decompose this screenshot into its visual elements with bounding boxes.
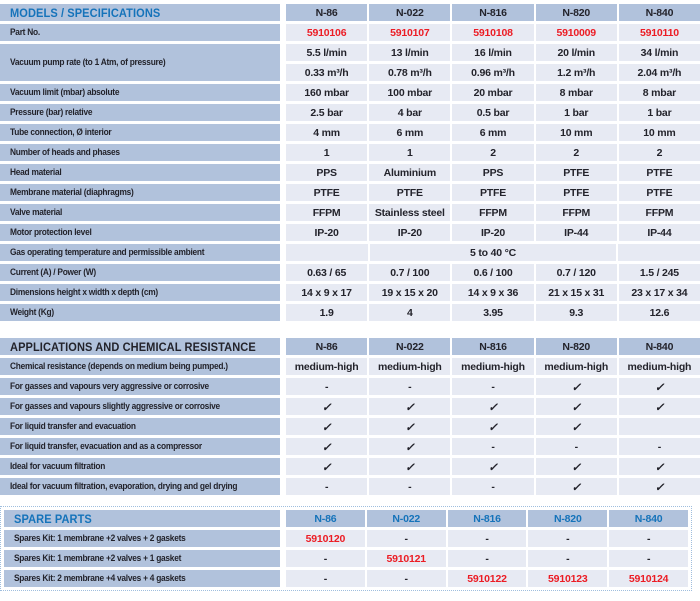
row-label bbox=[0, 358, 280, 375]
table-row bbox=[4, 530, 688, 547]
value-cell: 5910110 bbox=[619, 24, 700, 41]
table-row bbox=[0, 24, 700, 41]
value-cell: 8 mbar bbox=[536, 84, 617, 101]
row-label-text: Ideal for vacuum filtration, evaporation, drying and gel drying bbox=[10, 481, 238, 492]
value-cell: - bbox=[528, 550, 607, 567]
value-cell: medium-high bbox=[452, 358, 533, 375]
row-label bbox=[0, 438, 280, 455]
table-row bbox=[0, 398, 700, 415]
row-label-text: Vacuum pump rate (to 1 Atm, of pressure) bbox=[10, 57, 166, 68]
value-cell: IP-20 bbox=[369, 224, 450, 241]
value-cell: - bbox=[286, 550, 365, 567]
cells-row bbox=[286, 418, 700, 435]
value-cell: 0.5 bar bbox=[452, 104, 533, 121]
column-header-model: N-820 bbox=[536, 338, 617, 355]
row-label-text: Vacuum limit (mbar) absolute bbox=[10, 87, 120, 98]
section-models-specifications bbox=[0, 4, 700, 321]
cells-row bbox=[286, 144, 700, 161]
section-title-text: APPLICATIONS AND CHEMICAL RESISTANCE bbox=[10, 339, 256, 354]
value-cell: - bbox=[369, 378, 450, 395]
table-row bbox=[0, 304, 700, 321]
value-cell: 160 mbar bbox=[286, 84, 367, 101]
row-label-text: Spares Kit: 1 membrane +2 valves + 1 gasket bbox=[14, 553, 182, 564]
table-row bbox=[0, 418, 700, 435]
cells-row bbox=[286, 438, 700, 455]
cells-row bbox=[286, 164, 700, 181]
value-cell: 2 bbox=[536, 144, 617, 161]
value-cell: 9.3 bbox=[536, 304, 617, 321]
row-label-text: Chemical resistance (depends on medium being pumped.) bbox=[10, 361, 228, 372]
row-label-text: Head material bbox=[10, 167, 62, 178]
value-cell: - bbox=[367, 530, 446, 547]
value-cell: 4 bar bbox=[369, 104, 450, 121]
value-cell: 2 bbox=[619, 144, 700, 161]
value-cell: 6 mm bbox=[369, 124, 450, 141]
column-header-model: N-840 bbox=[619, 4, 700, 21]
table-row bbox=[0, 378, 700, 395]
header-cells bbox=[286, 510, 688, 527]
row-label bbox=[0, 458, 280, 475]
row-label-text: For gasses and vapours slightly aggressive or corrosive bbox=[10, 401, 220, 412]
table-row bbox=[0, 478, 700, 495]
value-cell bbox=[286, 244, 368, 261]
value-cell: 1 bbox=[286, 144, 367, 161]
value-cell: FFPM bbox=[452, 204, 533, 221]
cells-row bbox=[286, 478, 700, 495]
section-title bbox=[4, 510, 280, 527]
row-label-text: Gas operating temperature and permissible ambient bbox=[10, 247, 205, 258]
column-header-model: N-820 bbox=[536, 4, 617, 21]
column-header-model: N-840 bbox=[619, 338, 700, 355]
value-cell: ✓ bbox=[536, 478, 617, 495]
cells-row bbox=[286, 530, 688, 547]
value-cell: - bbox=[452, 378, 533, 395]
value-cell: 20 mbar bbox=[452, 84, 533, 101]
table-row bbox=[0, 164, 700, 181]
sub-rows bbox=[286, 44, 700, 81]
row-label bbox=[0, 164, 280, 181]
value-cell: IP-44 bbox=[536, 224, 617, 241]
value-cell: FFPM bbox=[286, 204, 367, 221]
value-cell: 2.04 m³/h bbox=[619, 64, 700, 81]
value-cell: 10 mm bbox=[619, 124, 700, 141]
value-cell: 6 mm bbox=[452, 124, 533, 141]
column-header-model: N-022 bbox=[369, 338, 450, 355]
value-cell: - bbox=[619, 438, 700, 455]
value-cell: ✓ bbox=[619, 478, 700, 495]
value-cell: ✓ bbox=[286, 398, 367, 415]
value-cell: - bbox=[452, 478, 533, 495]
value-cell: 5910122 bbox=[448, 570, 527, 587]
section-title-text: SPARE PARTS bbox=[14, 511, 92, 526]
row-label bbox=[0, 144, 280, 161]
value-cell: 1.9 bbox=[286, 304, 367, 321]
pump-spec-sheet bbox=[0, 4, 700, 601]
row-label-text: Part No. bbox=[10, 27, 40, 38]
row-label-text: Weight (Kg) bbox=[10, 307, 54, 318]
table-row bbox=[0, 438, 700, 455]
value-cell: 1 bbox=[369, 144, 450, 161]
cells-row bbox=[286, 550, 688, 567]
row-label-text: Dimensions height x width x depth (cm) bbox=[10, 287, 158, 298]
cells-row bbox=[286, 104, 700, 121]
header-cells bbox=[286, 338, 700, 355]
value-cell: PPS bbox=[286, 164, 367, 181]
row-label bbox=[0, 224, 280, 241]
section-title-text: MODELS / SPECIFICATIONS bbox=[10, 5, 161, 20]
value-cell: ✓ bbox=[536, 398, 617, 415]
value-cell: ✓ bbox=[369, 438, 450, 455]
value-cell: 14 x 9 x 36 bbox=[452, 284, 533, 301]
value-cell: medium-high bbox=[286, 358, 367, 375]
value-cell: IP-44 bbox=[619, 224, 700, 241]
row-label bbox=[0, 244, 280, 261]
section-spare-parts bbox=[0, 506, 692, 591]
table-row bbox=[0, 264, 700, 281]
value-cell: FFPM bbox=[536, 204, 617, 221]
table-row bbox=[0, 224, 700, 241]
row-label-text: Spares Kit: 1 membrane +2 valves + 2 gaskets bbox=[14, 533, 186, 544]
value-cell: 1.2 m³/h bbox=[536, 64, 617, 81]
value-cell: 5910106 bbox=[286, 24, 367, 41]
row-label bbox=[0, 304, 280, 321]
row-label-text: Current (A) / Power (W) bbox=[10, 267, 96, 278]
value-cell: 1 bar bbox=[536, 104, 617, 121]
value-cell: 5910107 bbox=[369, 24, 450, 41]
value-cell: 16 l/min bbox=[452, 44, 533, 61]
value-cell: PTFE bbox=[452, 184, 533, 201]
value-cell: 5910108 bbox=[452, 24, 533, 41]
value-cell: 100 mbar bbox=[369, 84, 450, 101]
cells-row bbox=[286, 224, 700, 241]
cells-row bbox=[286, 84, 700, 101]
cells-row bbox=[286, 570, 688, 587]
row-label-text: Ideal for vacuum filtration bbox=[10, 461, 106, 472]
value-cell: IP-20 bbox=[452, 224, 533, 241]
table-row bbox=[0, 84, 700, 101]
table-row bbox=[0, 144, 700, 161]
value-cell: ✓ bbox=[369, 418, 450, 435]
value-cell: - bbox=[286, 570, 365, 587]
value-cell: medium-high bbox=[619, 358, 700, 375]
value-cell: 13 l/min bbox=[369, 44, 450, 61]
value-cell: 19 x 15 x 20 bbox=[369, 284, 450, 301]
column-header-model: N-86 bbox=[286, 510, 365, 527]
value-cell: medium-high bbox=[536, 358, 617, 375]
value-cell: ✓ bbox=[369, 458, 450, 475]
value-cell: 2 bbox=[452, 144, 533, 161]
row-label bbox=[0, 284, 280, 301]
table-row bbox=[0, 284, 700, 301]
value-cell: ✓ bbox=[286, 458, 367, 475]
value-cell: 2.5 bar bbox=[286, 104, 367, 121]
table-row bbox=[4, 550, 688, 567]
value-cell: - bbox=[448, 550, 527, 567]
row-label-text: Tube connection, Ø interior bbox=[10, 127, 112, 138]
value-cell: 4 mm bbox=[286, 124, 367, 141]
value-cell: - bbox=[369, 478, 450, 495]
value-cell: ✓ bbox=[452, 418, 533, 435]
value-cell: 0.78 m³/h bbox=[369, 64, 450, 81]
cells-row bbox=[286, 458, 700, 475]
row-label bbox=[0, 124, 280, 141]
cells-row bbox=[286, 378, 700, 395]
column-header-model: N-022 bbox=[367, 510, 446, 527]
row-label bbox=[0, 378, 280, 395]
value-cell: ✓ bbox=[369, 398, 450, 415]
value-cell: 8 mbar bbox=[619, 84, 700, 101]
value-cell: 5910123 bbox=[528, 570, 607, 587]
section-title bbox=[0, 338, 280, 355]
value-cell: PTFE bbox=[536, 164, 617, 181]
value-cell: - bbox=[536, 438, 617, 455]
row-label bbox=[4, 570, 280, 587]
row-label-text: For liquid transfer, evacuation and as a compressor bbox=[10, 441, 202, 452]
row-label bbox=[4, 530, 280, 547]
value-cell: ✓ bbox=[536, 458, 617, 475]
value-cell: 20 l/min bbox=[536, 44, 617, 61]
row-label bbox=[0, 418, 280, 435]
value-cell: 1 bar bbox=[619, 104, 700, 121]
value-cell: 5910121 bbox=[367, 550, 446, 567]
cells-row bbox=[286, 398, 700, 415]
value-cell: 21 x 15 x 31 bbox=[536, 284, 617, 301]
row-label-text: For liquid transfer and evacuation bbox=[10, 421, 136, 432]
value-cell: ✓ bbox=[286, 438, 367, 455]
cells-row bbox=[286, 44, 700, 61]
row-label-text: Spares Kit: 2 membrane +4 valves + 4 gaskets bbox=[14, 573, 186, 584]
value-cell: 5910124 bbox=[609, 570, 688, 587]
cells-row bbox=[286, 24, 700, 41]
cells-row bbox=[286, 204, 700, 221]
value-cell: 12.6 bbox=[619, 304, 700, 321]
value-cell: ✓ bbox=[452, 458, 533, 475]
value-cell: 14 x 9 x 17 bbox=[286, 284, 367, 301]
value-cell: - bbox=[452, 438, 533, 455]
value-cell: ✓ bbox=[536, 378, 617, 395]
value-cell: ✓ bbox=[619, 458, 700, 475]
value-cell: - bbox=[286, 378, 367, 395]
row-label bbox=[0, 264, 280, 281]
value-cell: ✓ bbox=[536, 418, 617, 435]
header-row bbox=[4, 510, 688, 527]
value-cell: 0.33 m³/h bbox=[286, 64, 367, 81]
row-label bbox=[0, 104, 280, 121]
value-cell: medium-high bbox=[369, 358, 450, 375]
value-cell: - bbox=[367, 570, 446, 587]
column-header-model: N-86 bbox=[286, 338, 367, 355]
cells-row bbox=[286, 304, 700, 321]
section-applications-chemical-resistance bbox=[0, 338, 700, 495]
value-cell: PTFE bbox=[619, 164, 700, 181]
row-label bbox=[4, 550, 280, 567]
value-cell: 23 x 17 x 34 bbox=[619, 284, 700, 301]
row-label bbox=[0, 184, 280, 201]
value-cell: - bbox=[528, 530, 607, 547]
value-cell: FFPM bbox=[619, 204, 700, 221]
header-row bbox=[0, 338, 700, 355]
value-cell: 34 l/min bbox=[619, 44, 700, 61]
value-cell: 0.96 m³/h bbox=[452, 64, 533, 81]
table-row bbox=[4, 570, 688, 587]
table-row bbox=[0, 244, 700, 261]
row-label bbox=[0, 84, 280, 101]
cells-row bbox=[286, 64, 700, 81]
value-cell bbox=[619, 418, 700, 435]
value-cell: 0.6 / 100 bbox=[452, 264, 533, 281]
value-cell: ✓ bbox=[619, 378, 700, 395]
value-cell: 5910009 bbox=[536, 24, 617, 41]
table-row bbox=[0, 104, 700, 121]
value-cell: Stainless steel bbox=[369, 204, 450, 221]
value-cell: ✓ bbox=[619, 398, 700, 415]
row-label-text: Valve material bbox=[10, 207, 63, 218]
row-label-text: Pressure (bar) relative bbox=[10, 107, 93, 118]
value-cell: 1.5 / 245 bbox=[619, 264, 700, 281]
column-header-model: N-840 bbox=[609, 510, 688, 527]
value-cell bbox=[618, 244, 700, 261]
cells-row bbox=[286, 184, 700, 201]
column-header-model: N-022 bbox=[369, 4, 450, 21]
table-row bbox=[0, 204, 700, 221]
value-cell: 0.7 / 100 bbox=[369, 264, 450, 281]
row-label bbox=[0, 398, 280, 415]
table-row bbox=[0, 184, 700, 201]
cells-row bbox=[286, 264, 700, 281]
column-header-model: N-816 bbox=[452, 4, 533, 21]
column-header-model: N-816 bbox=[452, 338, 533, 355]
value-cell: 5.5 l/min bbox=[286, 44, 367, 61]
table-row bbox=[0, 458, 700, 475]
row-label-text: Number of heads and phases bbox=[10, 147, 120, 158]
row-label-text: Membrane material (diaphragms) bbox=[10, 187, 134, 198]
table-row bbox=[0, 124, 700, 141]
row-label bbox=[0, 24, 280, 41]
column-header-model: N-820 bbox=[528, 510, 607, 527]
cells-row bbox=[286, 358, 700, 375]
value-cell: 4 bbox=[369, 304, 450, 321]
value-cell: - bbox=[448, 530, 527, 547]
value-cell: IP-20 bbox=[286, 224, 367, 241]
value-cell: - bbox=[609, 530, 688, 547]
value-cell: Aluminium bbox=[369, 164, 450, 181]
row-label bbox=[0, 478, 280, 495]
value-cell: 0.7 / 120 bbox=[536, 264, 617, 281]
row-label-text: For gasses and vapours very aggressive or corrosive bbox=[10, 381, 209, 392]
value-cell: - bbox=[286, 478, 367, 495]
value-cell: PPS bbox=[452, 164, 533, 181]
header-cells bbox=[286, 4, 700, 21]
value-cell: 3.95 bbox=[452, 304, 533, 321]
table-row bbox=[0, 358, 700, 375]
column-header-model: N-86 bbox=[286, 4, 367, 21]
cells-row bbox=[286, 124, 700, 141]
value-cell: 10 mm bbox=[536, 124, 617, 141]
row-label bbox=[0, 204, 280, 221]
value-cell: 5 to 40 °C bbox=[370, 244, 616, 261]
cells-row bbox=[286, 244, 700, 261]
value-cell: PTFE bbox=[369, 184, 450, 201]
value-cell: - bbox=[609, 550, 688, 567]
row-label bbox=[0, 44, 280, 81]
value-cell: PTFE bbox=[536, 184, 617, 201]
section-title bbox=[0, 4, 280, 21]
value-cell: 0.63 / 65 bbox=[286, 264, 367, 281]
cells-row bbox=[286, 284, 700, 301]
row-label-text: Motor protection level bbox=[10, 227, 92, 238]
column-header-model: N-816 bbox=[448, 510, 527, 527]
header-row bbox=[0, 4, 700, 21]
value-cell: 5910120 bbox=[286, 530, 365, 547]
value-cell: PTFE bbox=[286, 184, 367, 201]
value-cell: ✓ bbox=[286, 418, 367, 435]
value-cell: PTFE bbox=[619, 184, 700, 201]
table-row bbox=[0, 44, 700, 81]
value-cell: ✓ bbox=[452, 398, 533, 415]
